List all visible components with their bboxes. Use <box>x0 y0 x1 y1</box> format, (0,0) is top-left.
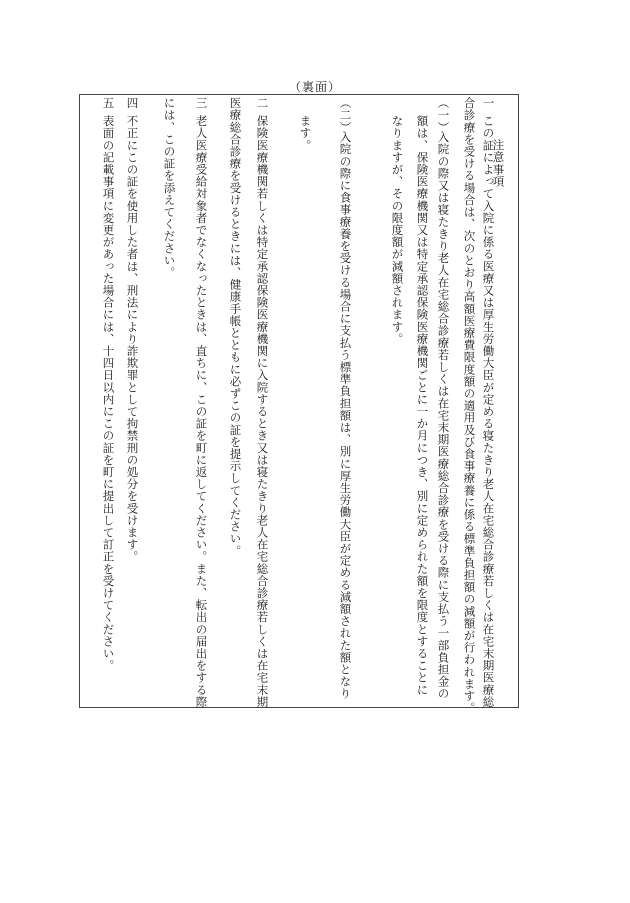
item-2-number: 二 <box>255 97 270 110</box>
item-5-number: 五 <box>101 97 116 110</box>
page-heading: （裏面） <box>288 80 341 94</box>
subitem-1-line-2: 額は、保険医療機関又は特定承認保険医療機関ごとに一か月につき、別に定められた額を限度とすることに <box>415 115 430 696</box>
subitem-1-line-1: 入院の際又は寝たきり老人在宅総合診療若しくは在宅末期医療総合診療を受ける際に支払う一部負担金の <box>436 131 451 700</box>
item-3-line-1: 老人医療受給対象者でなくなったときは、直ちに、この証を町に返してください。また、転出の届出をする際 <box>194 115 209 708</box>
item-2-line-2: 医療総合診療を受けるときには、健康手帳とともに必ずこの証を提示してください。 <box>228 97 243 557</box>
notice-box <box>79 94 519 715</box>
notice-title: 注意事項 <box>491 139 506 188</box>
item-4-number: 四 <box>125 97 140 110</box>
item-5-line-1: 表面の記載事項に変更があった場合には、十四日以内にこの証を町に提出して訂正を受けてください。 <box>101 115 116 672</box>
item-4-line-1: 不正にこの証を使用した者は、刑法により詐欺罪として拘禁刑の処分を受けます。 <box>125 115 140 563</box>
subitem-1-number: （一） <box>436 97 451 134</box>
subitem-2-number: （二） <box>338 97 353 134</box>
item-1-line-1: この証によって入院に係る医療又は厚生労働大臣が定める寝たきり老人在宅総合診療若しくは在宅末期医療総 <box>481 115 496 708</box>
subitem-2-line-1: 入院の際に食事療養を受ける場合に支払う標準負担額は、別に厚生労働大臣が定める減額された額となり <box>338 131 353 700</box>
subitem-2-line-2: ます。 <box>298 115 313 152</box>
item-2-line-1: 保険医療機関若しくは特定承認保険医療機関に入院するとき又は寝たきり老人在宅総合診療若しくは在宅末期 <box>255 115 270 708</box>
item-3-number: 三 <box>194 97 209 110</box>
item-1-line-2: 合診療を受ける場合は、次のとおり高額医療費限度額の適用及び食事療養に係る標準負担額の減額が行われます。 <box>462 97 477 715</box>
subitem-1-line-3: なりますが、その限度額が減額されます。 <box>390 115 405 345</box>
item-3-line-2: には、この証を添えてください。 <box>162 97 177 279</box>
item-1-number: 一 <box>481 97 496 110</box>
